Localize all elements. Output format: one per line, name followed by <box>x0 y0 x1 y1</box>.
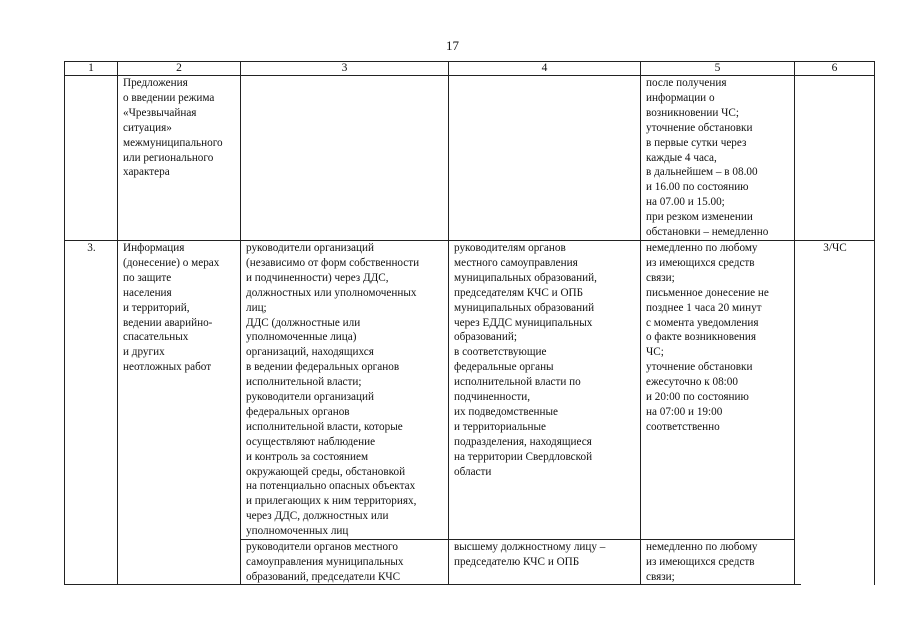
text-line: на территории Свердловской <box>454 450 593 463</box>
info-type-cell <box>118 240 241 585</box>
deadline-cell <box>641 76 795 241</box>
text-line: обстановки – немедленно <box>646 226 769 239</box>
sender-cell <box>241 76 449 241</box>
text-line: немедленно по любому <box>646 241 758 254</box>
text-line: области <box>454 465 492 478</box>
text-line: ЧС; <box>646 346 664 359</box>
text-line: каждые 4 часа, <box>646 151 717 164</box>
text-line: в ведении федеральных органов <box>246 361 400 374</box>
text-line: руководители органов местного <box>246 541 398 554</box>
row-number-cell <box>65 76 118 241</box>
text-line: через ЕДДС муниципальных <box>454 316 593 329</box>
text-line: через ДДС, должностных или <box>246 510 389 523</box>
text-line: уточнение обстановки <box>646 361 753 374</box>
column-header: 1 <box>65 62 118 76</box>
table-bottom-border <box>64 584 801 585</box>
text-line: Предложения <box>123 77 188 89</box>
text-line: муниципальных образований <box>454 301 595 314</box>
table-header-row <box>65 62 875 76</box>
text-line: руководители организаций <box>246 391 374 404</box>
text-line: осуществляют наблюдение <box>246 435 376 448</box>
recipient-cell <box>449 240 641 539</box>
text-line: населения <box>123 286 172 299</box>
text-line: (донесение) о мерах <box>123 256 220 269</box>
text-line: характера <box>123 166 170 179</box>
page-number: 17 <box>446 38 459 53</box>
text-line: ведении аварийно- <box>123 316 213 329</box>
text-line: информации о <box>646 91 715 104</box>
text-line: или регионального <box>123 151 214 164</box>
page-background <box>0 585 905 640</box>
text-line: лиц; <box>246 301 267 314</box>
text-line: ситуация» <box>123 121 172 134</box>
text-line: о введении режима <box>123 91 215 104</box>
text-line: спасательных <box>123 331 189 344</box>
text-line: связи; <box>646 570 675 583</box>
info-type-cell <box>118 76 241 241</box>
text-line: Информация <box>123 241 185 254</box>
text-line: и контроль за состоянием <box>246 450 369 463</box>
text-line: неотложных работ <box>123 361 212 374</box>
text-line: по защите <box>123 271 172 284</box>
text-line: организаций, находящихся <box>246 346 374 359</box>
text-line: «Чрезвычайная <box>123 106 197 119</box>
column-header: 6 <box>795 62 875 76</box>
text-line: исполнительной власти по <box>454 376 581 389</box>
text-line: и других <box>123 346 165 359</box>
document-table <box>64 61 875 586</box>
text-line: их подведомственные <box>454 405 559 418</box>
text-line: руководителям органов <box>454 241 566 254</box>
text-line: исполнительной власти, которые <box>246 420 403 433</box>
text-line: из имеющихся средств <box>646 556 755 568</box>
text-line: и 20:00 по состоянию <box>646 391 749 404</box>
text-line: федеральных органов <box>246 405 350 418</box>
column-header: 4 <box>449 62 641 76</box>
text-line: в дальнейшем – в 08.00 <box>646 166 758 179</box>
recipient-cell <box>449 76 641 241</box>
text-line: после получения <box>646 77 727 89</box>
table-row <box>65 240 875 539</box>
text-line: подчиненности, <box>454 391 531 404</box>
text-line: и подчиненности) через ДДС, <box>246 271 389 284</box>
text-line: образований; <box>454 331 517 344</box>
text-line: при резком изменении <box>646 211 753 224</box>
sender-cell <box>241 540 449 586</box>
text-line: исполнительной власти; <box>246 376 362 389</box>
text-line: ежесуточно к 08:00 <box>646 376 738 389</box>
text-line: окружающей среды, обстановкой <box>246 465 406 478</box>
text-line: на потенциально опасных объектах <box>246 480 416 493</box>
text-line: и 16.00 по состоянию <box>646 181 749 194</box>
text-line: самоуправления муниципальных <box>246 556 404 568</box>
text-line: и прилегающих к ним территориях, <box>246 495 417 508</box>
text-line: в соответствующие <box>454 346 547 359</box>
row-number-cell: 3. <box>65 240 118 585</box>
text-line: позднее 1 часа 20 минут <box>646 301 762 314</box>
text-line: соответственно <box>646 420 720 433</box>
text-line: подразделения, находящиеся <box>454 435 592 448</box>
text-line: председателям КЧС и ОПБ <box>454 286 584 299</box>
text-line: межмуниципального <box>123 136 223 149</box>
text-line: на 07.00 и 15.00; <box>646 196 725 209</box>
text-line: и территориальные <box>454 420 546 433</box>
text-line: образований, председатели КЧС <box>246 570 401 583</box>
text-line: и территорий, <box>123 301 190 314</box>
text-line: должностных или уполномоченных <box>246 286 417 299</box>
text-line: местного самоуправления <box>454 256 578 269</box>
text-line: в первые сутки через <box>646 136 747 149</box>
text-line: письменное донесение не <box>646 286 769 299</box>
text-line: уточнение обстановки <box>646 121 753 134</box>
column-header: 3 <box>241 62 449 76</box>
text-line: муниципальных образований, <box>454 271 597 284</box>
table-row <box>65 76 875 241</box>
column-header: 5 <box>641 62 795 76</box>
text-line: руководители организаций <box>246 241 374 254</box>
text-line: высшему должностному лицу – <box>454 541 606 554</box>
text-line: из имеющихся средств <box>646 256 755 269</box>
text-line: (независимо от форм собственности <box>246 256 420 269</box>
text-line: на 07:00 и 19:00 <box>646 405 723 418</box>
column-header: 2 <box>118 62 241 76</box>
text-line: федеральные органы <box>454 361 554 374</box>
form-code-cell <box>795 76 875 241</box>
deadline-cell <box>641 240 795 539</box>
text-line: ДДС (должностные или <box>246 316 361 329</box>
text-line: немедленно по любому <box>646 541 758 554</box>
text-line: уполномоченные лица) <box>246 331 357 344</box>
form-code-cell: 3/ЧС <box>795 240 875 585</box>
text-line: председателю КЧС и ОПБ <box>454 556 580 568</box>
text-line: связи; <box>646 271 675 284</box>
text-line: о факте возникновения <box>646 331 757 344</box>
deadline-cell <box>641 540 795 586</box>
sender-cell <box>241 240 449 539</box>
recipient-cell <box>449 540 641 586</box>
text-line: уполномоченных лиц <box>246 525 349 538</box>
text-line: возникновении ЧС; <box>646 106 739 119</box>
text-line: с момента уведомления <box>646 316 759 329</box>
